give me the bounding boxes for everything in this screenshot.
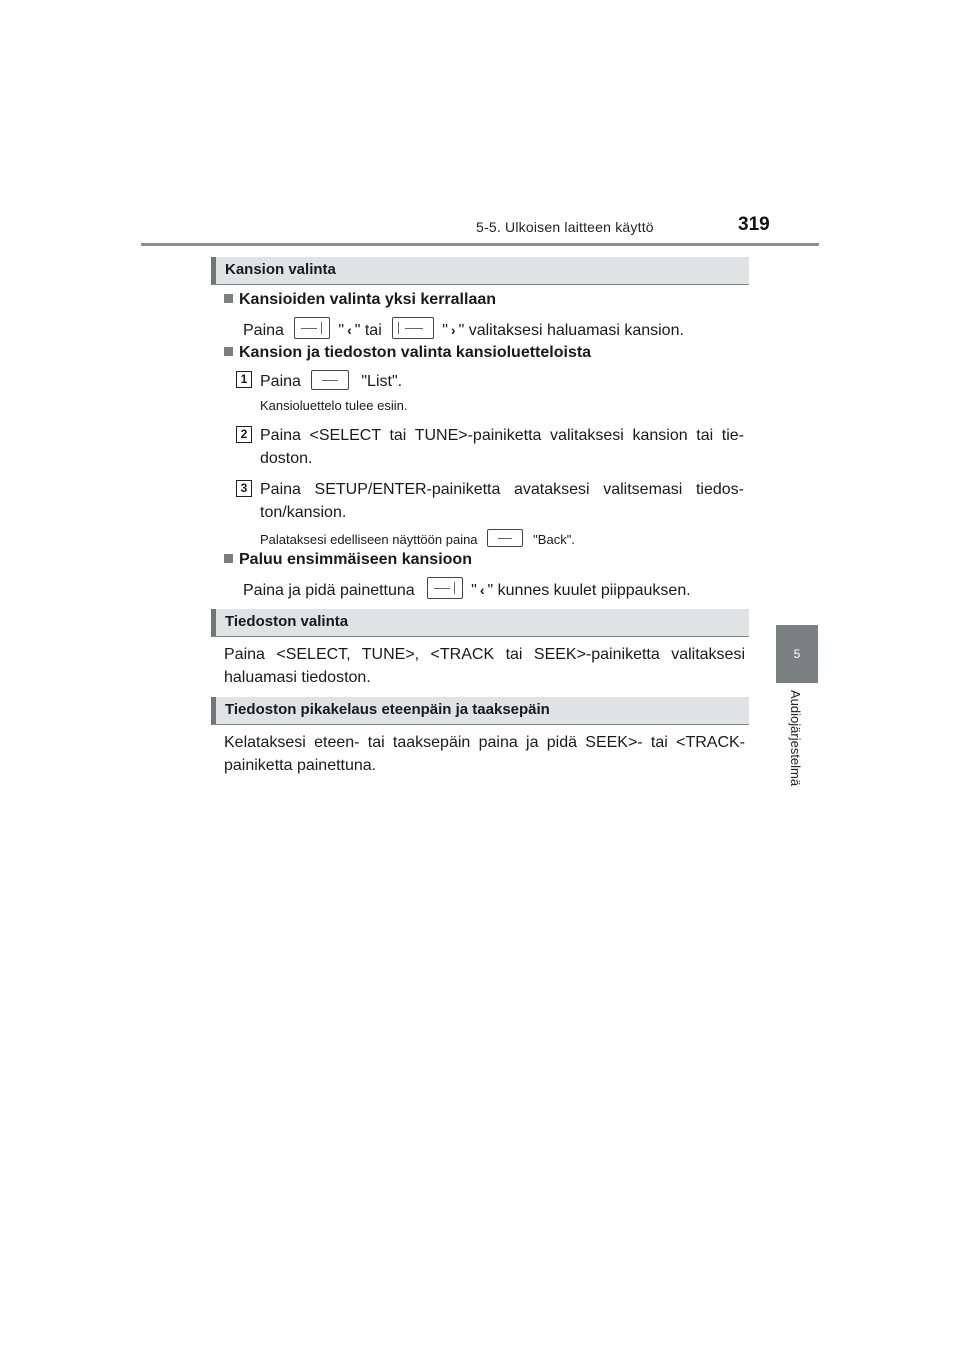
section-heading-text: Tiedoston pikakelaus eteenpäin ja taaksepäin [225,701,550,718]
text-fragment: Paina [243,322,284,339]
section-heading-bar [211,609,216,636]
text-fragment: " [471,582,477,599]
text-line: Paina SETUP/ENTER-painiketta avataksesi valitsemasi tiedos- [260,481,744,498]
text-fragment: Palataksesi edelliseen näyttöön paina [260,532,478,547]
text-fragment: " [338,322,345,339]
subheading-text: Kansion ja tiedoston valinta kansioluetteloista [239,344,592,361]
step-number: 3 [236,480,252,497]
chapter-title-text: Audiojärjestelmä [788,690,803,787]
soft-button-icon [311,370,349,390]
subheading-from-list [224,344,591,362]
step-badge-2 [236,425,252,443]
section-heading-bar [211,697,216,724]
running-header-section: 5-5. Ulkoisen laitteen käyttö [476,219,654,235]
step-number: 1 [236,371,252,388]
text-line: doston. [260,450,313,467]
back-note [260,529,575,547]
chevron-left-icon: ‹ [479,582,485,598]
header-divider [141,243,819,246]
text-line: ton/kansion. [260,504,347,521]
text-fragment: Paina [260,373,301,390]
section-heading-text: Tiedoston valinta [225,613,349,630]
seek-track-button-icon [294,317,330,339]
subheading-text: Paluu ensimmäiseen kansioon [239,551,472,568]
chapter-title [788,690,806,810]
chapter-tab [776,625,818,683]
text-fragment: Paina ja pidä painettuna [243,582,415,599]
text-line: painiketta painettuna. [224,757,377,774]
subheading-first-folder [224,551,472,569]
text-line: Kelataksesi eteen- tai taaksepäin paina ja pidä SEEK>- tai <TRACK- [224,734,745,751]
square-bullet-icon [224,347,233,356]
chevron-left-icon: ‹ [347,322,352,338]
paragraph-first-folder [243,577,691,600]
text-fragment: " valitaksesi haluamasi kansion. [458,322,684,339]
text-line: Paina <SELECT, TUNE>, <TRACK tai SEEK>-painiketta valitaksesi [224,646,745,663]
chevron-right-icon: › [450,322,456,338]
step-badge-3 [236,479,252,497]
subheading-text: Kansioiden valinta yksi kerrallaan [239,291,497,308]
track-seek-button-icon [392,317,434,339]
step-2-text [260,424,744,470]
section-heading-bar [211,257,216,284]
step-number: 2 [236,426,252,443]
section-heading-file [211,609,749,637]
step-1-text [260,370,402,391]
square-bullet-icon [224,294,233,303]
text-line: Paina <SELECT tai TUNE>-painiketta valitaksesi kansion tai tie- [260,427,744,444]
text-fragment: " kunnes kuulet piippauksen. [487,582,691,599]
step-1-note: Kansioluettelo tulee esiin. [260,398,408,413]
paragraph-folder-select [243,317,684,340]
step-badge-1 [236,370,252,388]
text-fragment: " [442,322,448,339]
square-bullet-icon [224,554,233,563]
step-3-text [260,478,744,524]
section-heading-folder [211,257,749,285]
soft-button-icon [487,529,523,547]
text-fragment: " tai [354,322,382,339]
seek-track-button-icon [427,577,463,599]
section-heading-text: Kansion valinta [225,261,336,278]
text-fragment: "Back". [533,532,575,547]
section-heading-ffwd [211,697,749,725]
page-number: 319 [738,214,770,235]
text-line: haluamasi tiedoston. [224,669,371,686]
paragraph-file-select [224,643,745,689]
paragraph-ffwd [224,731,745,777]
text-fragment: "List". [361,373,403,390]
chapter-number: 5 [793,647,801,661]
subheading-one-at-a-time [224,291,496,309]
